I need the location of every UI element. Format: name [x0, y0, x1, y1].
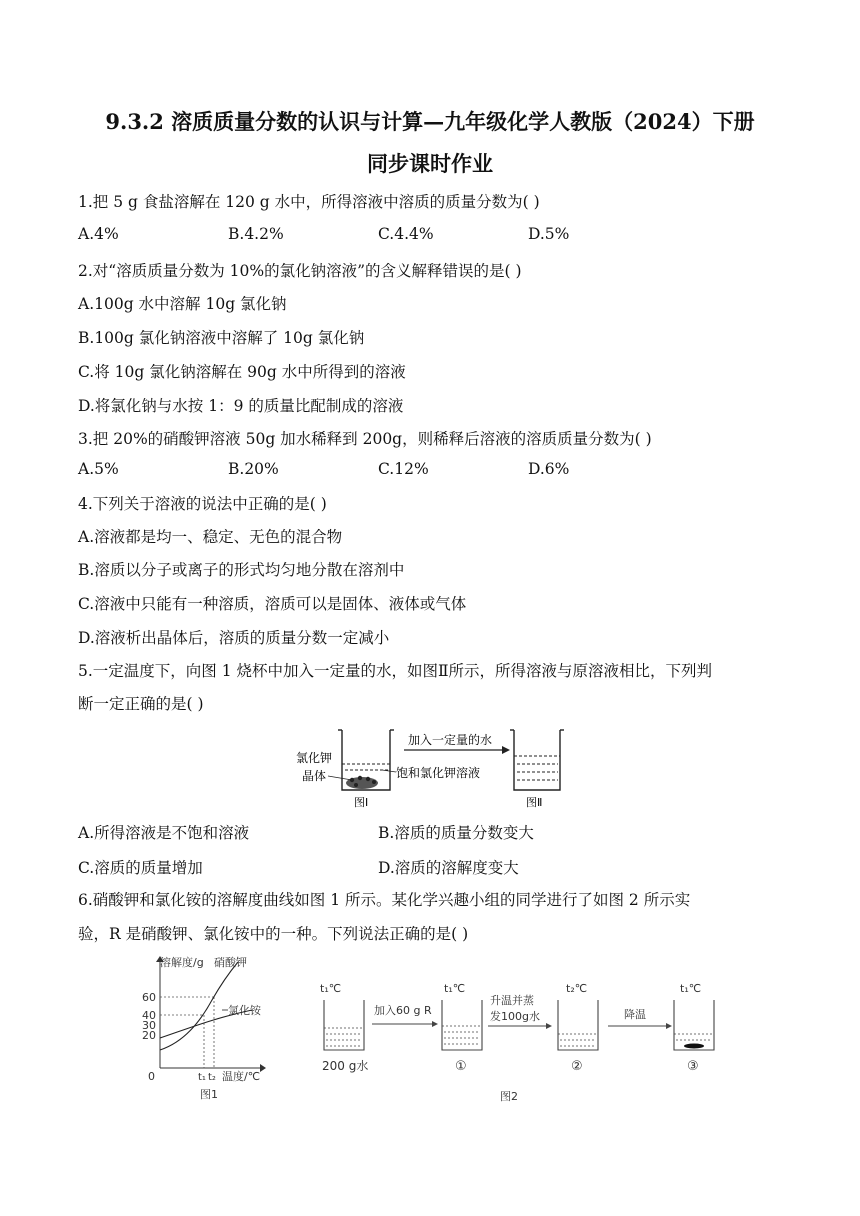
- fig6b-arrow-2-text-b: 发100g水: [490, 1010, 540, 1023]
- question-5-option-d: D.溶质的溶解度变大: [378, 859, 519, 877]
- question-5-figure: [290, 722, 570, 812]
- fig6a-ytick-30: 30: [142, 1019, 156, 1032]
- question-4-option-a: A.溶液都是均一、稳定、无色的混合物: [78, 528, 343, 546]
- beaker-1-temp: t₁℃: [444, 982, 466, 995]
- fig5-caption-2: 图Ⅱ: [526, 796, 543, 809]
- question-4-option-d: D.溶液析出晶体后，溶质的质量分数一定减小: [78, 629, 390, 647]
- arrow-right-icon: [666, 1023, 672, 1029]
- crystal-precipitate: [684, 1044, 704, 1049]
- question-5-option-c: C.溶质的质量增加: [78, 859, 203, 877]
- question-4-option-c: C.溶液中只能有一种溶质，溶质可以是固体、液体或气体: [78, 595, 467, 613]
- beaker-2-temp: t₂℃: [566, 982, 588, 995]
- beaker-3-label: ③: [687, 1059, 699, 1074]
- beaker-2-label: ②: [571, 1059, 583, 1074]
- question-6-stem-line-2: 验，R 是硝酸钾、氯化铵中的一种。下列说法正确的是( ): [78, 925, 469, 943]
- beaker-2: [558, 982, 598, 1074]
- question-3-option-a: A.5%: [78, 460, 119, 478]
- beaker-3: [674, 982, 714, 1074]
- fig5-label-crystal: 晶体: [302, 769, 327, 783]
- fig6a-ytick-60: 60: [142, 991, 156, 1004]
- fig6a-series-kno3: 硝酸钾: [214, 956, 247, 969]
- fig6a-caption: 图1: [200, 1088, 218, 1101]
- fig6a-ylabel: 溶解度/g: [160, 956, 204, 969]
- fig5-arrow-text: 加入一定量的水: [408, 733, 493, 747]
- question-3-option-d: D.6%: [528, 460, 570, 478]
- fig6b-caption: 图2: [500, 1090, 518, 1102]
- beaker-200g-water: [320, 982, 368, 1073]
- question-6-figure-2: [318, 978, 728, 1102]
- fig5-label-kcl: 氯化钾: [296, 751, 333, 765]
- arrow-right-icon: [546, 1023, 552, 1029]
- fig6a-ytick-20: 20: [142, 1029, 156, 1042]
- question-2-option-d: D.将氯化钠与水按 1：9 的质量比配制成的溶液: [78, 397, 404, 415]
- question-1-option-d: D.5%: [528, 225, 570, 243]
- fig6a-series-nh4cl: 氯化铵: [228, 1004, 261, 1017]
- fig5-label-saturated-solution: 饱和氯化钾溶液: [396, 766, 481, 780]
- question-2-option-c: C.将 10g 氯化钠溶解在 90g 水中所得到的溶液: [78, 363, 406, 381]
- question-3-option-c: C.12%: [378, 460, 429, 478]
- question-6-stem-line-1: 6.硝酸钾和氯化铵的溶解度曲线如图 1 所示。某化学兴趣小组的同学进行了如图 2 所示实: [78, 891, 691, 909]
- question-1-stem: 1.把 5 g 食盐溶解在 120 g 水中，所得溶液中溶质的质量分数为( ): [78, 193, 540, 211]
- question-5-stem-line-1: 5.一定温度下，向图 1 烧杯中加入一定量的水，如图Ⅱ所示，所得溶液与原溶液相比，下列判: [78, 662, 713, 680]
- question-6-figure-1: [134, 952, 284, 1102]
- arrow-right-icon: [432, 1021, 438, 1027]
- fig6a-xtick-t2: t₂: [208, 1072, 216, 1083]
- beaker-1-label: ①: [455, 1059, 467, 1074]
- fig6a-ytick-40: 40: [142, 1009, 156, 1022]
- fig6a-curve-kno3: [160, 962, 238, 1050]
- worksheet-title: 9.3.2 溶质质量分数的认识与计算—九年级化学人教版（2024）下册: [105, 109, 755, 134]
- fig6b-arrow-2-text-a: 升温并蒸: [490, 994, 534, 1007]
- question-2-option-a: A.100g 水中溶解 10g 氯化钠: [78, 295, 287, 313]
- question-4-option-b: B.溶质以分子或离子的形式均匀地分散在溶剂中: [78, 561, 405, 579]
- beaker-0-temp: t₁℃: [320, 982, 342, 995]
- fig6a-xtick-t1: t₁: [198, 1072, 206, 1083]
- beaker-0-label: 200 g水: [322, 1059, 369, 1073]
- arrow-right-icon: [502, 746, 510, 754]
- question-1-option-c: C.4.4%: [378, 225, 434, 243]
- fig6b-arrow-3-text: 降温: [624, 1008, 646, 1021]
- beaker-3-temp: t₁℃: [680, 982, 702, 995]
- question-5-stem-line-2: 断一定正确的是( ): [78, 695, 204, 713]
- beaker-1: [442, 982, 482, 1074]
- question-3-option-b: B.20%: [228, 460, 279, 478]
- fig6a-xlabel: 温度/℃: [222, 1070, 261, 1083]
- question-2-option-b: B.100g 氯化钠溶液中溶解了 10g 氯化钠: [78, 329, 365, 347]
- question-3-stem: 3.把 20%的硝酸钾溶液 50g 加水稀释到 200g，则稀释后溶液的溶质质量分数为( ): [78, 430, 652, 448]
- fig6b-arrow-1-text: 加入60 g R: [374, 1004, 432, 1017]
- question-1-option-b: B.4.2%: [228, 225, 284, 243]
- worksheet-subtitle: 同步课时作业: [367, 151, 493, 176]
- question-1-option-a: A.4%: [78, 225, 119, 243]
- question-5-option-a: A.所得溶液是不饱和溶液: [78, 824, 250, 842]
- beaker-1: [338, 730, 394, 790]
- fig5-caption-1: 图Ⅰ: [354, 796, 369, 809]
- question-2-stem: 2.对“溶质质量分数为 10%的氯化钠溶液”的含义解释错误的是( ): [78, 262, 522, 280]
- beaker-2: [510, 730, 564, 790]
- question-5-option-b: B.溶质的质量分数变大: [378, 824, 534, 842]
- question-4-stem: 4.下列关于溶液的说法中正确的是( ): [78, 495, 327, 513]
- fig6a-origin: 0: [148, 1070, 155, 1083]
